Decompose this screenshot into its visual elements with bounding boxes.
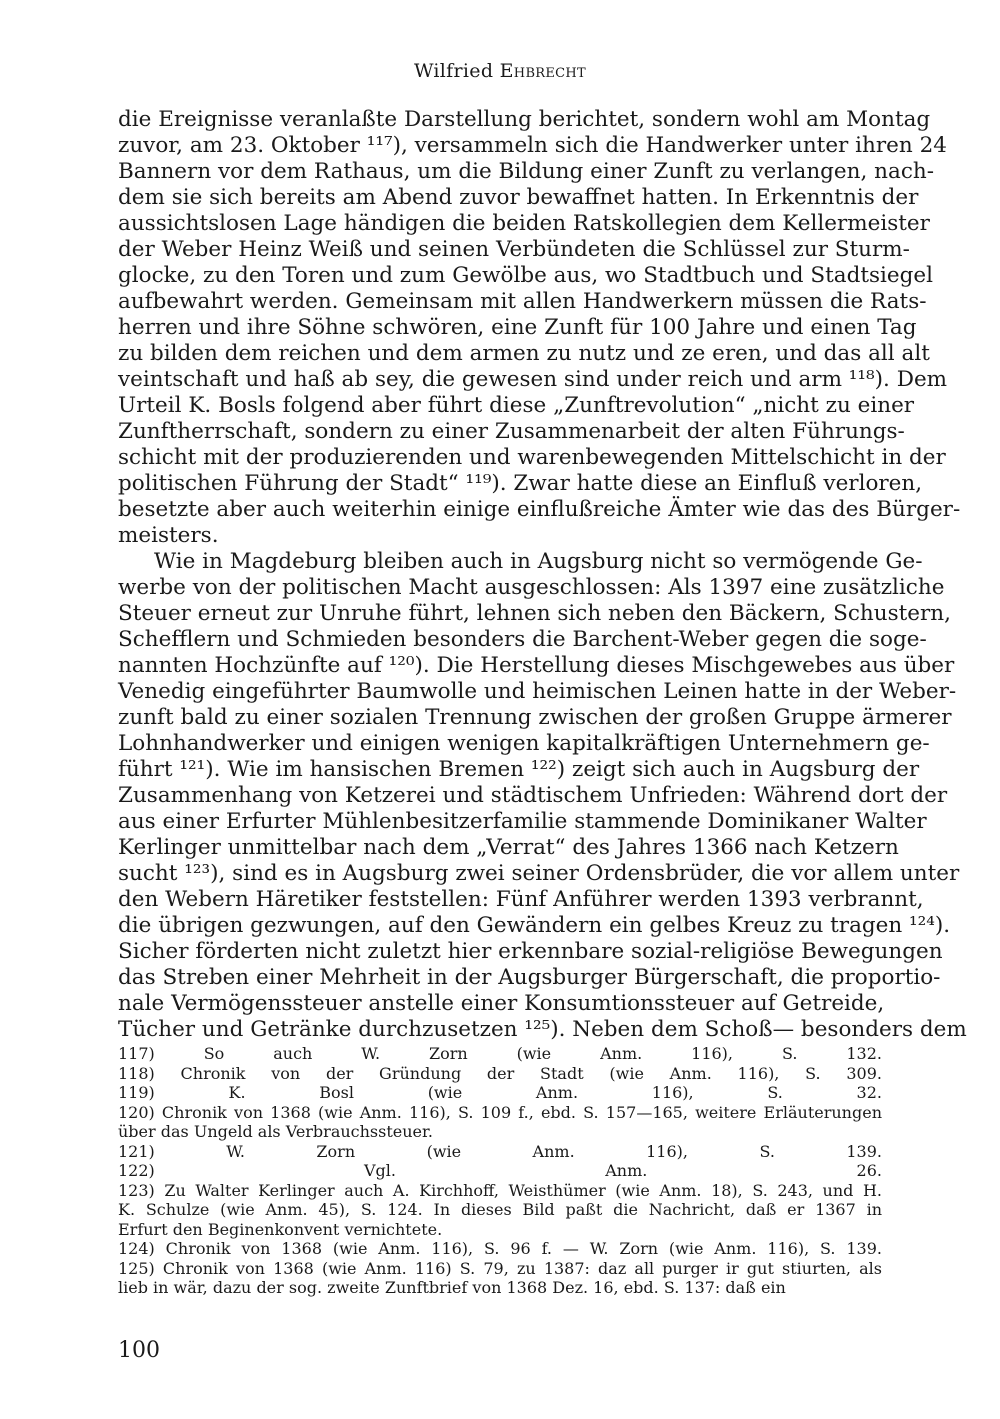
footnote: 119) K. Bosl (wie Anm. 116), S. 32. — [118, 1083, 882, 1102]
body-line: meisters. — [118, 523, 219, 548]
body-line: Bannern vor dem Rathaus, um die Bildung einer Zunft zu verlangen, nach- — [118, 159, 934, 184]
author-last-name: Ehbrecht — [499, 60, 587, 82]
body-line: Tücher und Getränke durchzusetzen ¹²⁵). Neben dem Schoß— besonders dem — [118, 1017, 967, 1042]
body-line: Schefflern und Schmieden besonders die Barchent-Weber gegen die soge- — [118, 627, 927, 652]
footnote: 125) Chronik von 1368 (wie Anm. 116) S. 79, zu 1387: daz all purger ir gut stiurten, als — [118, 1258, 882, 1278]
footnote: 121) W. Zorn (wie Anm. 116), S. 139. — [118, 1141, 882, 1161]
body-line: aufbewahrt werden. Gemeinsam mit allen Handwerkern müssen die Rats- — [118, 289, 927, 314]
body-line: Urteil K. Bosls folgend aber führt diese „Zunftrevolution“ „nicht zu einer — [118, 393, 915, 418]
body-line: Zusammenhang von Ketzerei und städtischem Unfrieden: Während dort der — [118, 783, 948, 808]
body-line: nannten Hochzünfte auf ¹²⁰). Die Herstellung dieses Mischgewebes aus über — [118, 653, 955, 678]
footnote: 124) Chronik von 1368 (wie Anm. 116), S. 96 f. — W. Zorn (wie Anm. 116), S. 139. — [118, 1239, 882, 1258]
footnote: 122) Vgl. Anm. 26. — [118, 1161, 882, 1180]
body-line: aussichtslosen Lage händigen die beiden Ratskollegien dem Kellermeister — [118, 211, 930, 236]
body-line: politischen Führung der Stadt“ ¹¹⁹). Zwar hatte diese an Einfluß verloren, — [118, 471, 923, 496]
body-line: werbe von der politischen Macht ausgeschlossen: Als 1397 eine zusätzliche — [118, 575, 945, 600]
body-line: Steuer erneut zur Unruhe führt, lehnen sich neben den Bäckern, Schustern, — [118, 601, 951, 626]
footnote: 120) Chronik von 1368 (wie Anm. 116), S. 109 f., ebd. S. 157—165, weitere Erläuterungen — [118, 1102, 882, 1122]
footnote: Erfurt den Beginenkonvent vernichtete. — [118, 1219, 443, 1239]
body-line: führt ¹²¹). Wie im hansischen Bremen ¹²²) zeigt sich auch in Augsburg der — [118, 757, 920, 782]
page-number: 100 — [118, 1338, 160, 1363]
body-line: herren und ihre Söhne schwören, eine Zunft für 100 Jahre und einen Tag — [118, 315, 917, 340]
footnote: K. Schulze (wie Anm. 45), S. 124. In dieses Bild paßt die Nachricht, daß er 1367 in — [118, 1200, 882, 1219]
body-line: das Streben einer Mehrheit in der Augsburger Bürgerschaft, die proportio- — [118, 965, 941, 990]
body-line: den Webern Häretiker feststellen: Fünf Anführer werden 1393 verbrannt, — [118, 887, 924, 912]
body-line: die Ereignisse veranlaßte Darstellung berichtet, sondern wohl am Montag — [118, 107, 931, 132]
footnote: über das Ungeld als Verbrauchssteuer. — [118, 1122, 433, 1141]
footnote: 123) Zu Walter Kerlinger auch A. Kirchhoff, Weisthümer (wie Anm. 18), S. 243, und H. — [118, 1180, 882, 1200]
footnote: 117) So auch W. Zorn (wie Anm. 116), S. 132. — [118, 1044, 882, 1063]
body-line: zu bilden dem reichen und dem armen zu nutz und ze eren, und das all alt — [118, 341, 930, 366]
body-line: glocke, zu den Toren und zum Gewölbe aus, wo Stadtbuch und Stadtsiegel — [118, 263, 933, 288]
body-line: nale Vermögenssteuer anstelle einer Konsumtionssteuer auf Getreide, — [118, 991, 885, 1016]
body-line: aus einer Erfurter Mühlenbesitzerfamilie stammende Dominikaner Walter — [118, 809, 927, 834]
body-line: Lohnhandwerker und einigen wenigen kapitalkräftigen Unternehmern ge- — [118, 731, 930, 756]
body-line: Wie in Magdeburg bleiben auch in Augsburg nicht so vermögende Ge- — [154, 549, 923, 574]
body-line: Kerlinger unmittelbar nach dem „Verrat“ des Jahres 1366 nach Ketzern — [118, 835, 899, 860]
author-first-name: Wilfried — [413, 60, 494, 82]
body-line: die übrigen gezwungen, auf den Gewändern ein gelbes Kreuz zu tragen ¹²⁴). — [118, 913, 951, 938]
body-line: zunft bald zu einer sozialen Trennung zwischen der großen Gruppe ärmerer — [118, 705, 952, 730]
footnotes — [118, 1044, 882, 1298]
body-line: schicht mit der produzierenden und warenbewegenden Mittelschicht in der — [118, 445, 946, 470]
body-line: Venedig eingeführter Baumwolle und heimischen Leinen hatte in der Weber- — [118, 679, 957, 704]
body-line: der Weber Heinz Weiß und seinen Verbündeten die Schlüssel zur Sturm- — [118, 237, 910, 262]
body-line: besetzte aber auch weiterhin einige einflußreiche Ämter wie das des Bürger- — [118, 497, 961, 522]
body-line: zuvor, am 23. Oktober ¹¹⁷), versammeln sich die Handwerker unter ihren 24 — [118, 133, 947, 158]
footnote: 118) Chronik von der Gründung der Stadt (wie Anm. 116), S. 309. — [118, 1063, 882, 1083]
body-text — [118, 107, 967, 1043]
body-line: Zunftherrschaft, sondern zu einer Zusammenarbeit der alten Führungs- — [118, 419, 905, 444]
body-line: sucht ¹²³), sind es in Augsburg zwei seiner Ordensbrüder, die vor allem unter — [118, 861, 960, 886]
body-line: Sicher förderten nicht zuletzt hier erkennbare sozial-religiöse Bewegungen — [118, 939, 943, 964]
footnote: lieb in wär, dazu der sog. zweite Zunftbrief von 1368 Dez. 16, ebd. S. 137: daß ein — [118, 1278, 786, 1297]
body-line: veintschaft und haß ab sey, die gewesen sind under reich und arm ¹¹⁸). Dem — [118, 367, 948, 392]
running-head — [0, 60, 1000, 82]
body-line: dem sie sich bereits am Abend zuvor bewaffnet hatten. In Erkenntnis der — [118, 185, 919, 210]
